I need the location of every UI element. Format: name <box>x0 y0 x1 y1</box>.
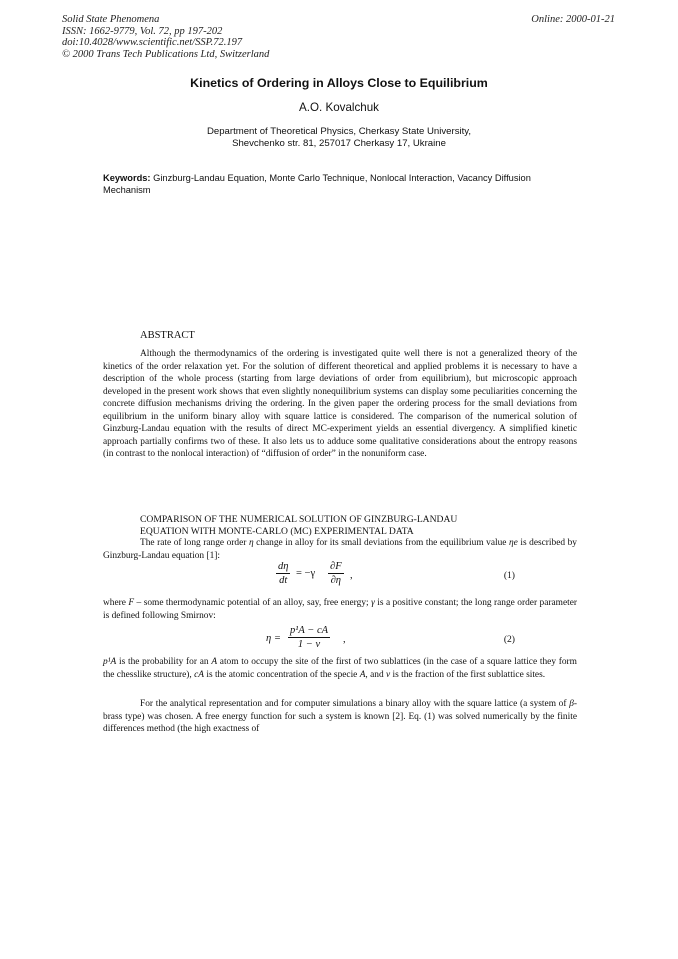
paragraph-probability: p¹A is the probability for an A atom to occupy the site of the first of two sublattices (in the case of a square lattice they form the chesslike structure), cA is the atomic concentration of the specie A, and ν is the fraction of the first sublattice sites. <box>103 657 577 680</box>
section-heading-line: COMPARISON OF THE NUMERICAL SOLUTION OF GINZBURG-LANDAU <box>140 514 458 525</box>
copyright-line: © 2000 Trans Tech Publications Ltd, Switzerland <box>62 48 270 60</box>
online-date: Online: 2000-01-21 <box>531 14 615 25</box>
paper-title: Kinetics of Ordering in Alloys Close to Equilibrium <box>190 76 488 90</box>
equation-2: η = $\frac{\text{p¹A − cA}}{1 - \nu}$ , (2) <box>266 625 515 650</box>
keywords <box>103 172 577 196</box>
eq1-lhs-fraction: $\frac{d\eta}{dt}$ <box>278 561 289 586</box>
abstract-heading: ABSTRACT <box>140 330 195 341</box>
affiliation-line: Shevchenko str. 81, 257017 Cherkasy 17, Ukraine <box>232 138 446 149</box>
eq2-lhs: η = <box>266 633 281 644</box>
equation-1: $\frac{d\eta}{dt}$ = −γ $\frac{\partial F}{\partial\eta}$ , (1) <box>278 561 515 586</box>
paragraph-analytical: For the analytical representation and for computer simulations a binary alloy with the square lattice (a system of β-brass type) was chosen. A free energy function for such a system is known [2]. Eq. (1) was solved numerically by the finite differences method (the high exactness of <box>103 699 577 734</box>
paragraph-where: where F – some thermodynamic potential of an alloy, say, free energy; γ is a positive constant; the long range order parameter is defined following Smirnov: <box>103 598 577 621</box>
equation-number: (2) <box>503 634 515 645</box>
issn-line: ISSN: 1662-9779, Vol. 72, pp 197-202 <box>62 25 223 37</box>
keywords-label: Keywords: <box>103 173 151 183</box>
doi-line[interactable]: doi:10.4028/www.scientific.net/SSP.72.197 <box>62 37 243 48</box>
affiliation <box>0 126 678 150</box>
equation-number: (1) <box>503 570 515 581</box>
abstract-text: Although the thermodynamics of the ordering is investigated quite well there is not a generalized theory of the kinetics of the order relaxation yet. For the solution of different theoretical and applied problems it is necessary to have a description of the whole process (starting from large deviations of order from equilibrium), but microscopic approach developed in the present work shows that even slightly nonequilibrium systems can display some peculiarities concerning the concrete diffusion mechanisms driving the ordering. In the given paper the ordering process for the small deviations from equilibrium in the uniform binary alloy with square lattice is considered. The comparison of the numerical solution of Ginzburg-Landau equation with the results of direct MC-experiment yields an essential divergency. A simplified kinetic approach partially confirms two of these. It also lets us to adduce some qualitative considerations about the entropy reasons (in contrast to the nonlocal interaction) of “diffusion of order” in the nonuniform case. <box>103 349 577 459</box>
affiliation-line: Department of Theoretical Physics, Cherkasy State University, <box>206 126 472 137</box>
eq1-operator: = −γ <box>296 568 316 579</box>
eq1-rhs-fraction: $\frac{\partial F}{\partial\eta}$ <box>330 561 342 586</box>
journal-name: Solid State Phenomena <box>62 14 160 25</box>
paper-author: A.O. Kovalchuk <box>299 101 379 114</box>
keywords-text: Ginzburg-Landau Equation, Monte Carlo Technique, Nonlocal Interaction, Vacancy Diffusion Mechanism <box>103 173 531 195</box>
eq2-fraction: $\frac{\text{p¹A − cA}}{1 - \nu}$ <box>290 625 329 650</box>
paragraph-rate: The rate of long range order η change in alloy for its small deviations from the equilibrium value ηe is described by Ginzburg-Landau equation [1]: <box>103 538 577 561</box>
section-heading <box>140 514 457 538</box>
eta-e-symbol: ηe <box>509 538 518 548</box>
journal-header <box>62 14 269 60</box>
section-heading-line: EQUATION WITH MONTE-CARLO (MC) EXPERIMENTAL DATA <box>140 526 414 537</box>
eta-symbol: η <box>248 538 254 548</box>
